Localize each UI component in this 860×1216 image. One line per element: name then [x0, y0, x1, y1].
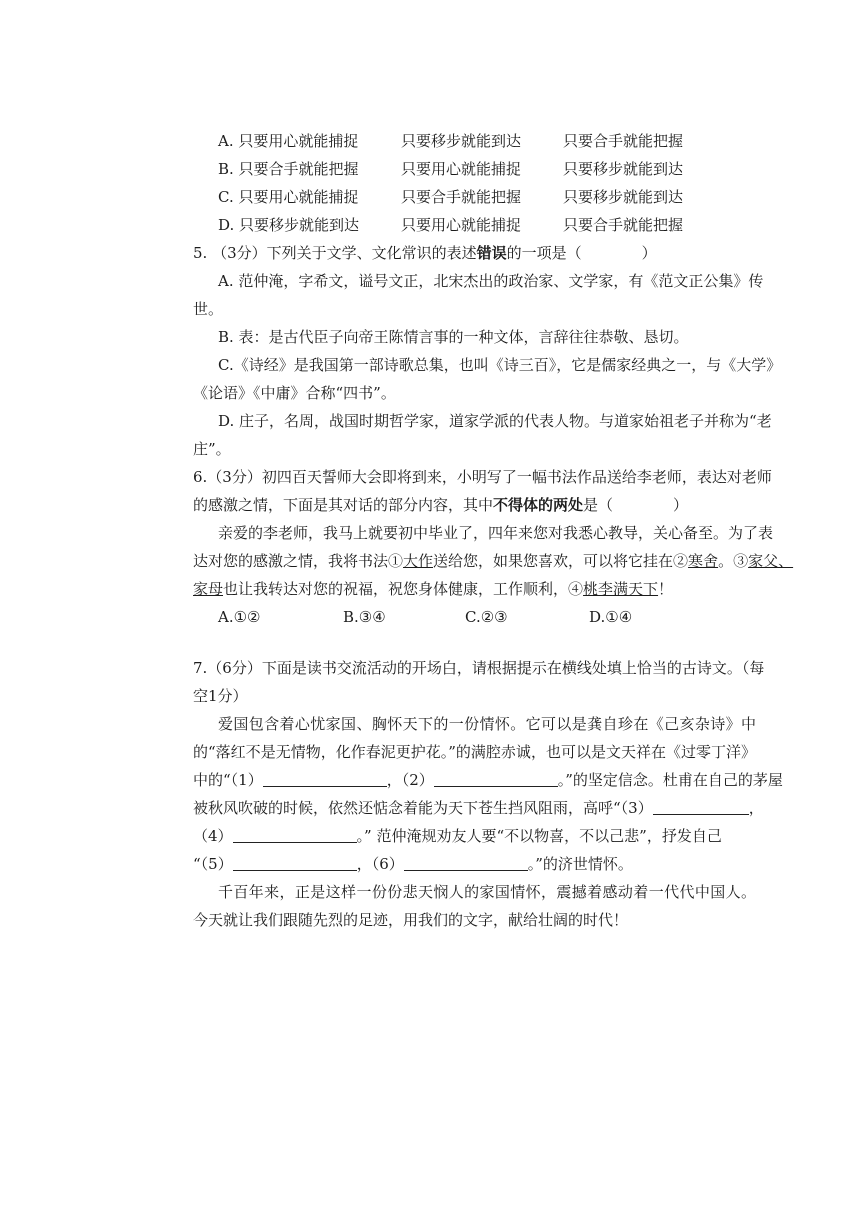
q4-option-c-text: 只要合手就能把握 [563, 216, 684, 234]
q6-passage-line: 亲爱的李老师，我马上就要初中毕业了，四年来您对我悉心教导，关心备至。为了表 [218, 524, 774, 542]
q7-blank-1[interactable] [263, 772, 387, 787]
q5-option-c-cont: 《论语》《中庸》合称“四书”。 [193, 384, 396, 402]
q6-stem-cont [193, 495, 688, 515]
q4-option-c-text: 只要移步就能到达 [563, 160, 684, 178]
q5-option-d: D. 庄子，名周，战国时期哲学家，道家学派的代表人物。与道家始祖老子并称为“老 [218, 412, 772, 430]
q4-option-a-text: C. 只要用心就能捕捉 [218, 188, 359, 206]
q6-stem-text: 的感激之情，下面是其对话的部分内容，其中 [193, 496, 494, 514]
q6-passage-text: 也让我转达对您的祝福，祝您身体健康，工作顺利，④ [223, 580, 584, 598]
q6-option-a: A.①② [218, 608, 261, 626]
q7-blank-4[interactable] [233, 828, 357, 843]
q5-option-d-cont: 庄”。 [193, 440, 231, 458]
q6-passage-text: 。③ [718, 552, 749, 570]
q7-passage-text: 。” 范仲淹规劝友人要“不以物喜，不以己悲”，抒发自己 [356, 827, 722, 845]
q7-passage-text: （4） [193, 827, 233, 845]
q6-passage-line [193, 579, 673, 599]
q6-passage-line [193, 551, 794, 571]
q7-stem-cont: 空1分） [193, 687, 248, 705]
q7-passage-text: ， [748, 799, 764, 817]
q7-blank-6[interactable] [404, 856, 528, 871]
q7-passage-line [193, 854, 633, 874]
q6-underlined-1: 大作 [403, 552, 434, 570]
q7-passage-line: 爱国包含着心忧家国、胸怀天下的一份情怀。它可以是龚自珍在《己亥杂诗》中 [218, 715, 756, 733]
q4-option-b-text: 只要合手就能把握 [401, 188, 522, 206]
q6-option-c: C.②③ [465, 608, 508, 626]
q6-underlined-3: 家父、 [748, 552, 794, 570]
q6-underlined-4: 桃李满天下 [583, 580, 659, 598]
q6-option-d: D.①④ [589, 608, 633, 626]
q6-stem-end: 是（ ） [583, 496, 689, 514]
q5-option-a-cont: 世。 [193, 300, 224, 318]
q6-stem-emphasis: 不得体的两处 [493, 496, 584, 514]
q7-passage-line: 的“落红不是无情物，化作春泥更护花。”的满腔赤诚，也可以是文天祥在《过零丁洋》 [193, 743, 756, 761]
q6-stem: 6.（3分）初四百天誓师大会即将到来，小明写了一幅书法作品送给李老师，表达对老师 [193, 468, 772, 486]
q5-stem-text: 5. （3分）下列关于文学、文化常识的表述 [193, 244, 477, 262]
q7-passage-text: 。”的济世情怀。 [527, 855, 633, 873]
q4-option-c-text: 只要移步就能到达 [563, 188, 684, 206]
q4-option-a-text: A. 只要用心就能捕捉 [218, 132, 359, 150]
q7-passage-text: “（5） [193, 855, 233, 873]
q7-passage-line [193, 798, 764, 818]
q7-blank-2[interactable] [434, 772, 558, 787]
q7-passage-line: 今天就让我们跟随先烈的足迹，用我们的文字，献给壮阔的时代！ [193, 911, 629, 929]
q5-option-a: A. 范仲淹，字希文，谥号文正，北宋杰出的政治家、文学家，有《范文正公集》传 [218, 272, 764, 290]
q7-passage-text: 。”的坚定信念。杜甫在自己的茅屋 [557, 771, 783, 789]
q7-passage-text: ，（2） [386, 771, 434, 789]
q4-option-c-text: 只要合手就能把握 [563, 132, 684, 150]
q4-option-a-text: D. 只要移步就能到达 [218, 216, 360, 234]
q5-stem [193, 243, 657, 263]
q6-option-b: B.③④ [343, 608, 386, 626]
q4-option-b-text: 只要用心就能捕捉 [401, 216, 522, 234]
q6-passage-text: 送给您，如果您喜欢，可以将它挂在② [433, 552, 689, 570]
q4-option-b-text: 只要移步就能到达 [401, 132, 522, 150]
q5-stem-emphasis: 错误 [476, 244, 507, 262]
q6-passage-text: ！ [658, 580, 674, 598]
q7-passage-text: 被秋风吹破的时候，依然还惦念着能为天下苍生挡风阻雨，高呼“（3） [193, 799, 653, 817]
q5-option-b: B. 表：是古代臣子向帝王陈情言事的一种文体，言辞往往恭敬、恳切。 [218, 328, 689, 346]
q7-passage-line [193, 770, 783, 790]
q7-passage-line [193, 826, 722, 846]
q5-stem-end: 的一项是（ ） [506, 244, 657, 262]
q6-underlined-2: 寒舍 [688, 552, 719, 570]
q5-option-c: C.《诗经》是我国第一部诗歌总集，也叫《诗三百》，它是儒家经典之一，与《大学》 [218, 356, 782, 374]
q7-passage-text: 中的“（1） [193, 771, 263, 789]
q4-option-a-text: B. 只要合手就能把握 [218, 160, 359, 178]
q7-blank-5[interactable] [233, 856, 357, 871]
q6-passage-text: 达对您的感激之情，我将书法① [193, 552, 404, 570]
q7-blank-3[interactable] [653, 800, 749, 815]
q6-underlined-3-cont: 家母 [193, 580, 224, 598]
q4-option-b-text: 只要用心就能捕捉 [401, 160, 522, 178]
q7-passage-line: 千百年来，正是这样一份份悲天悯人的家国情怀，震撼着感动着一代代中国人。 [218, 883, 756, 901]
q7-stem: 7.（6分）下面是读书交流活动的开场白，请根据提示在横线处填上恰当的古诗文。（每 [193, 659, 765, 677]
q7-passage-text: ，（6） [356, 855, 404, 873]
